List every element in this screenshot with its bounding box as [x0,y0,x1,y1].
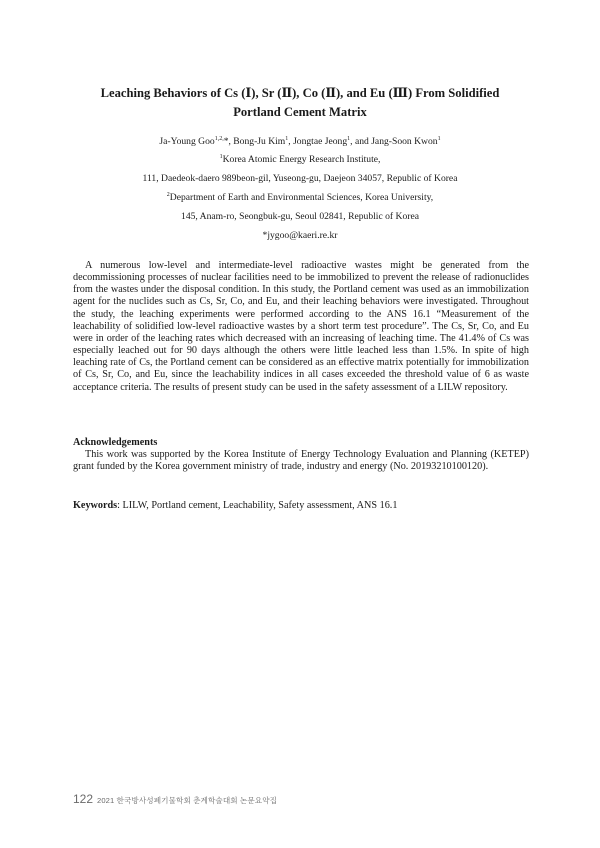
conference-proceedings-title: 2021 한국방사성폐기물학회 춘계학술대회 논문요약집 [97,796,278,805]
paper-title-line1: Leaching Behaviors of Cs (Ⅰ), Sr (Ⅱ), Co (Ⅱ), and Eu (Ⅲ) From Solidified [100,86,500,100]
acknowledgements-text: This work was supported by the Korea Institute of Energy Technology Evaluation and Planning (KETEP) grant funded by the Korea government ministry of trade, industry and energy (No. 20193210100120). [73,449,529,473]
author-name: , and Jang-Soon Kwon [350,136,438,147]
affiliation-1-address: 111, Daedeok-daero 989beon-gil, Yuseong-gu, Daejeon 34057, Republic of Korea [142,173,458,184]
affiliation-1-name [40,154,560,166]
author-list [40,136,560,148]
keywords-text: : LILW, Portland cement, Leachability, Safety assessment, ANS 16.1 [117,500,398,511]
paper-title [60,84,540,122]
author-name: , Jongtae Jeong [288,136,348,147]
author-name: Ja-Young Goo [159,136,215,147]
paper-title-line2: Portland Cement Matrix [233,105,367,119]
author-affiliation-mark: 1,2, [214,135,224,142]
affiliation-2-address: 145, Anam-ro, Seongbuk-gu, Seoul 02841, Republic of Korea [181,211,419,222]
affiliation-mark: 1 [219,153,223,160]
keywords-label: Keywords [73,500,118,511]
author-affiliation-mark: 1 [347,135,351,142]
affiliation-name: Department of Earth and Environmental Sciences, Korea University, [169,192,434,203]
affiliation-mark: 2 [166,191,170,198]
affiliation-name: Korea Atomic Energy Research Institute, [222,154,381,165]
author-affiliation-mark: 1 [437,135,441,142]
author-name: , Bong-Ju Kim [228,136,286,147]
affiliation-2-name [40,192,560,204]
keywords-line [73,500,529,512]
author-affiliation-mark: 1 [285,135,289,142]
acknowledgements-heading: Acknowledgements [73,437,158,448]
corresponding-mark: * [223,136,229,147]
abstract-text: A numerous low-level and intermediate-level radioactive wastes might be generated from the decommissioning processes of nuclear facilities need to be immobilized to prevent the release of radionuclides from the wastes under the disposal condition. In this study, the Portland cement was used as an immobilization agent for the nuclides such as Cs, Sr, Co, and Eu, and their leaching behaviors were investigated. Throughout the study, the leaching experiments were performed according to the ANS 16.1 “Measurement of the leachability of solidified low-level radioactive wastes by a short term test procedure”. The Cs, Sr, Co, and Eu were in order of the leaching rates which decreased with an increasing of leaching time. The 41.4% of Cs was especially leached out for 90 days although the others were little leached less than 1.5%. In spite of high leaching rate of Cs, the Portland cement can be considered as an effective matrix potentially for immobilization of Cs, Sr, Co, and Eu, since the leachability indices in all cases exceeded the threshold value of 6 as waste acceptance criteria. The results of present study can be used in the safety assessment of a LILW repository. [73,260,529,393]
corresponding-email: *jygoo@kaeri.re.kr [262,230,338,241]
page-footer [73,790,277,808]
page-number: 122 [73,792,94,806]
